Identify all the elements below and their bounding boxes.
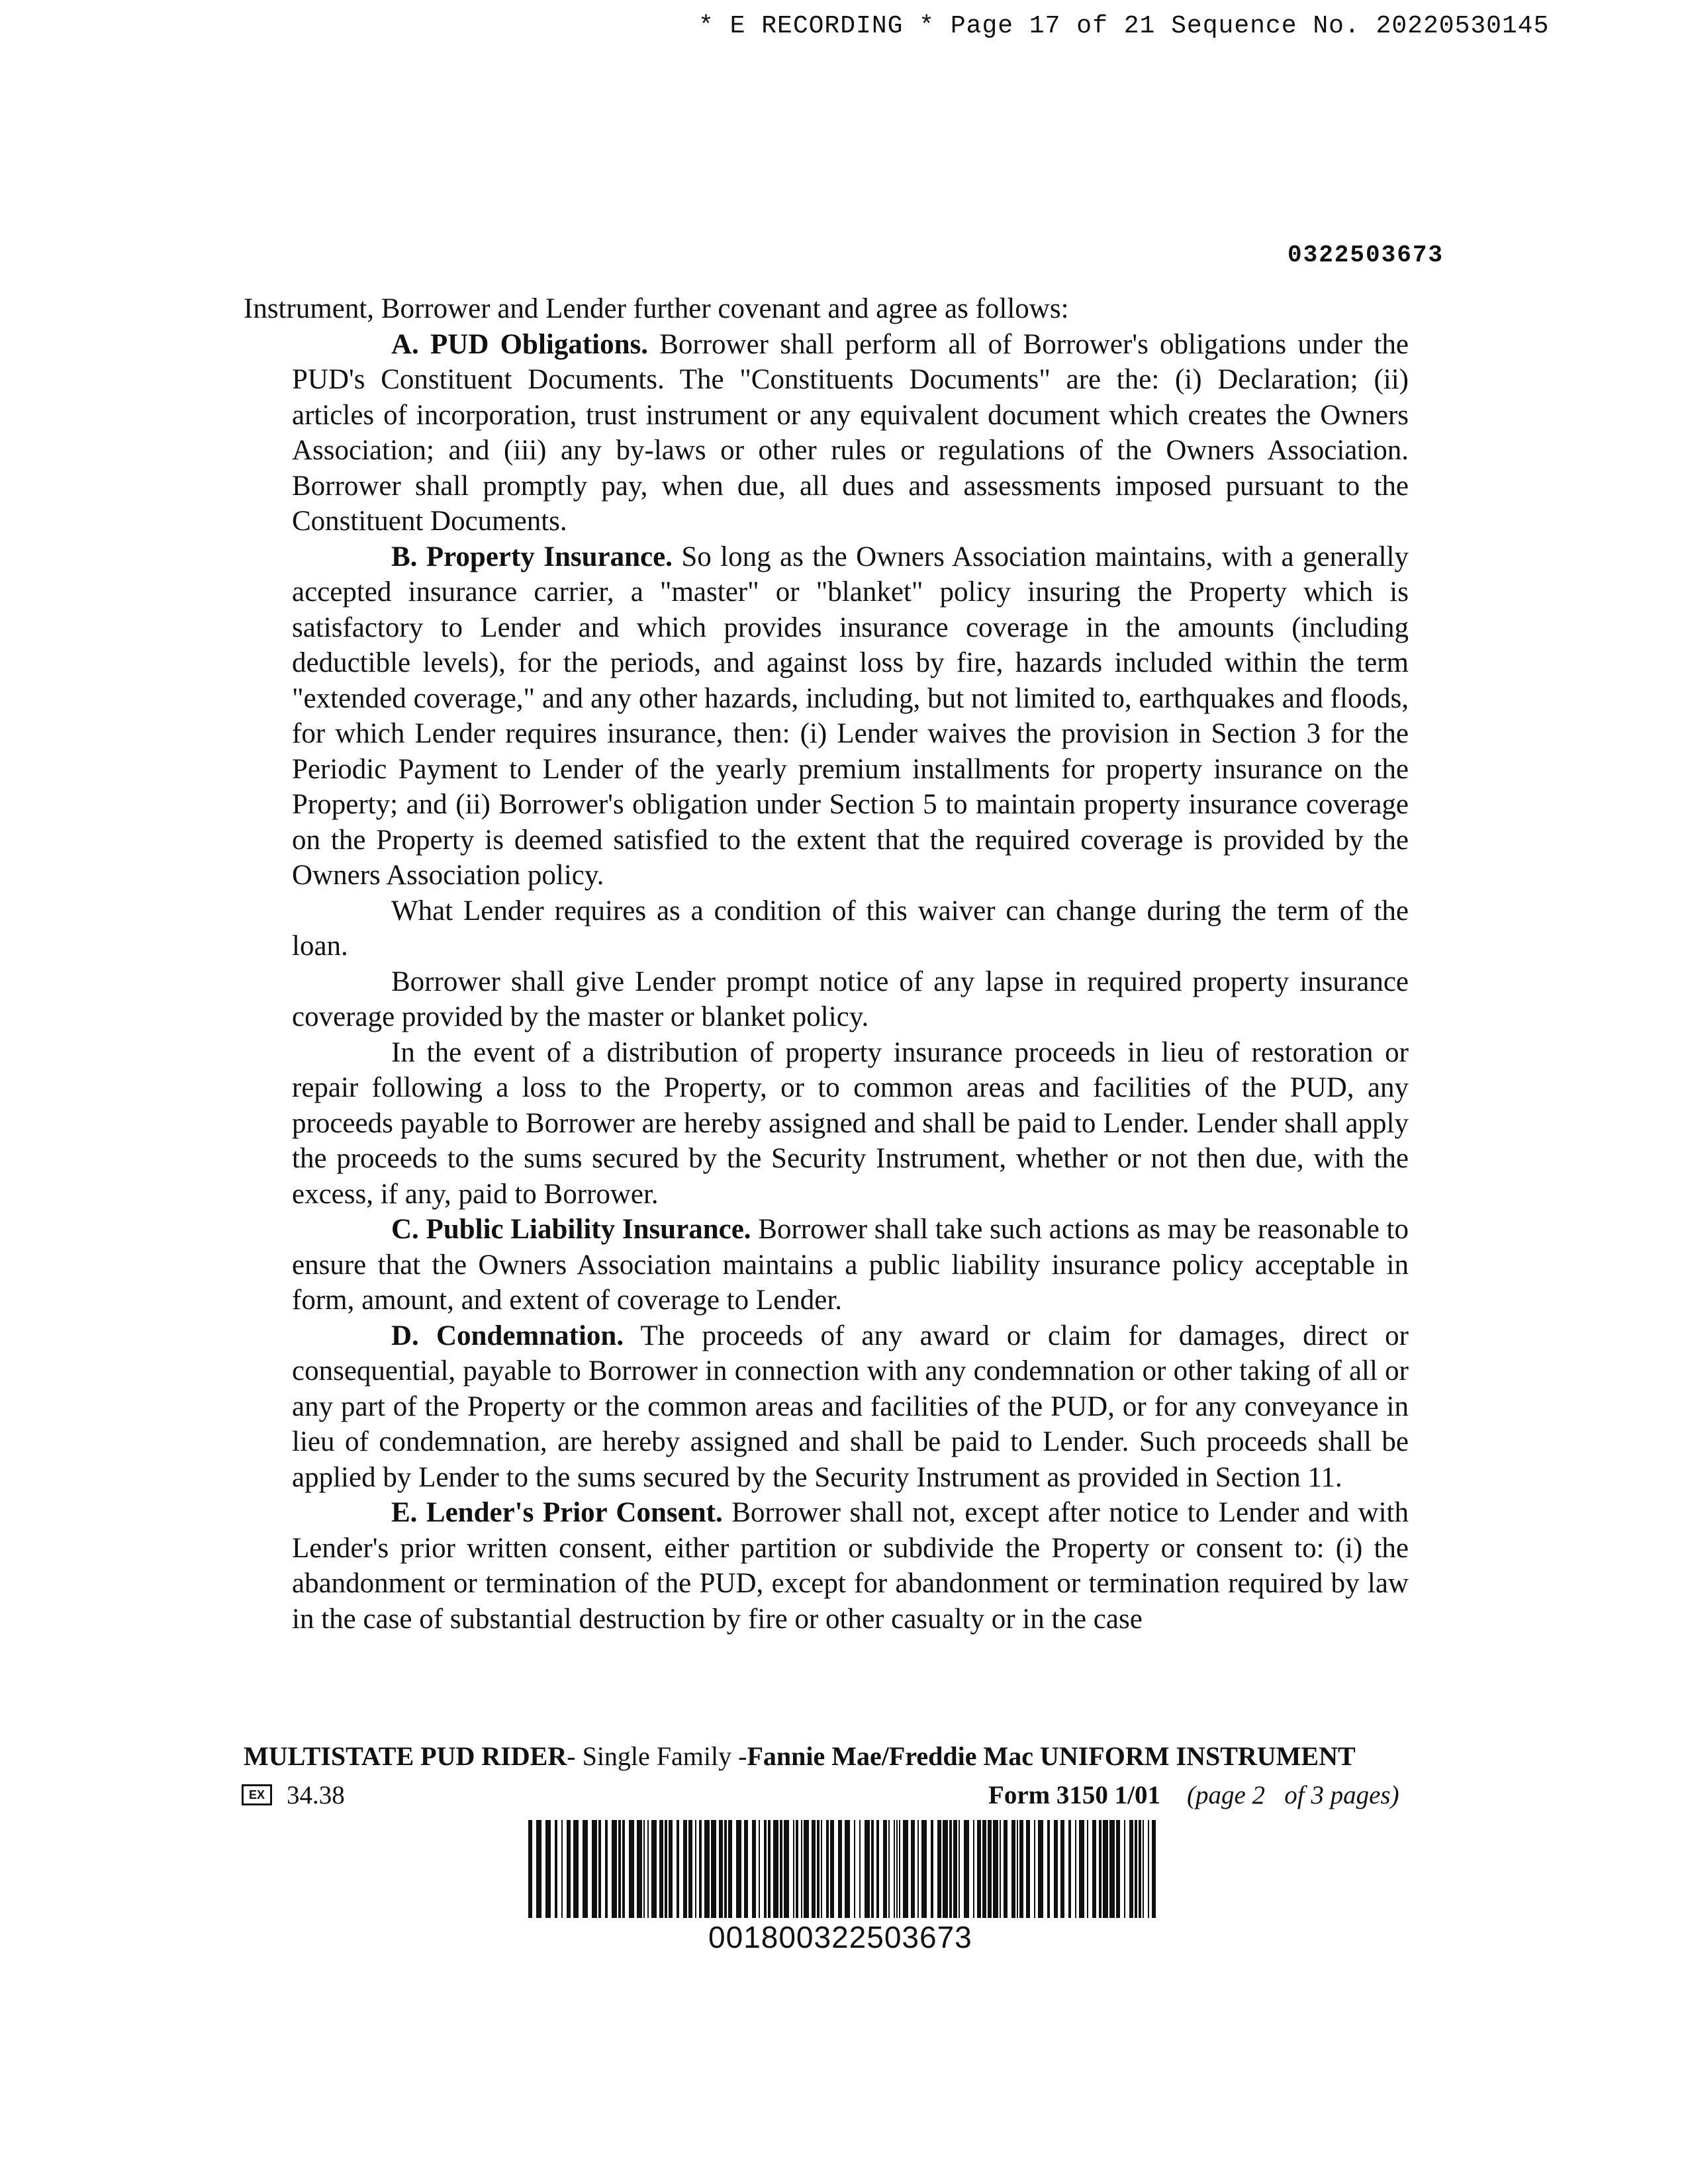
barcode-bar xyxy=(865,1820,870,1918)
barcode-bar xyxy=(921,1820,927,1918)
barcode-bar xyxy=(1026,1820,1030,1918)
barcode-bar xyxy=(1139,1820,1141,1918)
barcode-bar xyxy=(1034,1820,1035,1918)
barcode-bar xyxy=(643,1820,645,1918)
barcode-bar xyxy=(536,1820,541,1918)
barcode-bar xyxy=(953,1820,957,1918)
barcode-bar xyxy=(826,1820,829,1918)
barcode-bar xyxy=(688,1820,692,1918)
form-title-part-2: - Single Family - xyxy=(567,1741,747,1771)
barcode-bar xyxy=(1087,1820,1088,1918)
barcode-bar xyxy=(736,1820,741,1918)
barcode-bar xyxy=(1135,1820,1137,1918)
page-info: (page 2 of 3 pages) xyxy=(1186,1781,1399,1809)
barcode-bar xyxy=(583,1820,588,1918)
barcode-bar xyxy=(1075,1820,1076,1918)
barcode-bar xyxy=(1143,1820,1144,1918)
document-number: 0322503673 xyxy=(1288,242,1444,269)
barcode-bar xyxy=(982,1820,986,1918)
barcode-bar xyxy=(752,1820,756,1918)
barcode-bar xyxy=(683,1820,687,1918)
barcode-bar xyxy=(845,1820,850,1918)
section-e-heading: E. Lender's Prior Consent. xyxy=(391,1497,723,1528)
section-b-text: So long as the Owners Association maintains, with a generally accepted insurance carrier, a "master" or "blanket" policy insuring the Property which is satisfactory to Lender and which provides insurance coverage in the amounts (including deductible levels), for the periods, and against loss by fire, hazards included within the term "extended coverage," and any other hazards, including, but not limited to, earthquakes and floods, for which Lender requires insurance, then: (i) Lender waives the provision in Section 3 for the Periodic Payment to Lender of the yearly premium installments for property insurance on the Property; and (ii) Borrower's obligation under Section 5 to maintain property insurance coverage on the Property is deemed satisfied to the extent that the required coverage is provided by the Owners Association policy. xyxy=(292,541,1409,891)
section-d-text: The proceeds of any award or claim for damages, direct or consequential, payable to Borrower in connection with any condemnation or other taking of all or any part of the Property or the common areas and facilities of the PUD, or for any conveyance in lieu of condemnation, are hereby assigned and shall be paid to Lender. Such proceeds shall be applied by Lender to the sums secured by the Security Instrument as provided in Section 11. xyxy=(292,1320,1409,1493)
section-a-heading: A. PUD Obligations. xyxy=(391,328,649,360)
barcode-bar xyxy=(1152,1820,1156,1918)
barcode-bar xyxy=(1103,1820,1108,1918)
barcode-bar xyxy=(931,1820,933,1918)
barcode-bar xyxy=(528,1820,532,1918)
barcode-bar xyxy=(573,1820,579,1918)
barcode-bar xyxy=(567,1820,571,1918)
barcode-bar xyxy=(1109,1820,1115,1918)
section-d-heading: D. Condemnation. xyxy=(391,1320,624,1351)
barcode-bar xyxy=(888,1820,890,1918)
barcode-bar xyxy=(949,1820,952,1918)
section-c xyxy=(244,1212,1409,1318)
barcode-bar xyxy=(622,1820,625,1918)
barcode-bar xyxy=(964,1820,969,1918)
barcode-number: 001800322503673 xyxy=(708,1920,972,1954)
section-b-paragraph-2: What Lender requires as a condition of this waiver can change during the term of the loan. xyxy=(292,895,1409,962)
barcode-bar xyxy=(1068,1820,1071,1918)
barcode-bar xyxy=(801,1820,802,1918)
barcode-bar xyxy=(629,1820,634,1918)
barcode-bar xyxy=(1000,1820,1001,1918)
section-a xyxy=(244,327,1409,539)
barcode-bar xyxy=(647,1820,649,1918)
barcode-bar xyxy=(1129,1820,1133,1918)
barcode-bar xyxy=(759,1820,760,1918)
barcode-bar xyxy=(959,1820,960,1918)
barcode-bar xyxy=(894,1820,895,1918)
barcode-bar xyxy=(555,1820,557,1918)
barcode-bar xyxy=(618,1820,621,1918)
barcode-bar xyxy=(728,1820,732,1918)
barcode-bar xyxy=(993,1820,998,1918)
section-b-paragraph-3: Borrower shall give Lender prompt notice of any lapse in required property insurance coverage provided by the master or blanket policy. xyxy=(292,966,1409,1032)
barcode-bar xyxy=(784,1820,789,1918)
barcode-bar xyxy=(988,1820,992,1918)
barcode-bar xyxy=(1060,1820,1064,1918)
barcode-bar xyxy=(1011,1820,1015,1918)
barcode-bar xyxy=(854,1820,855,1918)
barcode-bar xyxy=(896,1820,898,1918)
barcode-bar xyxy=(1079,1820,1084,1918)
form-number: Form 3150 1/01 xyxy=(988,1781,1160,1809)
section-e xyxy=(244,1495,1409,1637)
barcode-bar xyxy=(1017,1820,1018,1918)
barcode-bar xyxy=(1054,1820,1058,1918)
barcode-bar xyxy=(1047,1820,1050,1918)
barcode-bar xyxy=(973,1820,974,1918)
barcode-bar xyxy=(943,1820,948,1918)
barcode-bar xyxy=(719,1820,723,1918)
barcode-bar xyxy=(1019,1820,1023,1918)
barcode-bar xyxy=(937,1820,941,1918)
section-c-heading: C. Public Liability Insurance. xyxy=(391,1214,751,1245)
barcode-bar xyxy=(561,1820,563,1918)
section-d xyxy=(244,1318,1409,1496)
section-b xyxy=(244,539,1409,1212)
barcode-bar xyxy=(699,1820,702,1918)
section-b-paragraph-4: In the event of a distribution of property insurance proceeds in lieu of restoration or repair following a loss to the Property, or to common areas and facilities of the PUD, any proceeds payable to Borrower are hereby assigned and shall be paid to Lender. Lender shall apply the proceeds to the sums secured by the Security Instrument, whether or not then due, with the excess, if any, paid to Borrower. xyxy=(292,1036,1409,1210)
barcode-bar xyxy=(903,1820,908,1918)
barcode-bar xyxy=(812,1820,816,1918)
barcode-bar xyxy=(804,1820,809,1918)
barcode-bar xyxy=(1038,1820,1043,1918)
barcode-bar xyxy=(605,1820,608,1918)
barcode-bar xyxy=(1004,1820,1008,1918)
section-c-text: Borrower shall take such actions as may be reasonable to ensure that the Owners Association maintains a public liability insurance policy acceptable in form, amount, and extent of coverage to Lender. xyxy=(292,1214,1409,1316)
barcode-bar xyxy=(817,1820,820,1918)
barcode-bar xyxy=(830,1820,834,1918)
recording-stamp: * E RECORDING * Page 17 of 21 Sequence No. 20220530145 xyxy=(698,12,1550,40)
barcode-bar xyxy=(711,1820,716,1918)
barcode-bar xyxy=(796,1820,798,1918)
barcode-bar xyxy=(704,1820,710,1918)
barcode xyxy=(528,1820,1157,1918)
barcode-bar xyxy=(768,1820,771,1918)
barcode-bar xyxy=(1092,1820,1096,1918)
barcode-bar xyxy=(876,1820,879,1918)
barcode-bar xyxy=(838,1820,842,1918)
barcode-bar xyxy=(780,1820,782,1918)
barcode-bar xyxy=(773,1820,778,1918)
barcode-bar xyxy=(977,1820,981,1918)
barcode-bar xyxy=(793,1820,794,1918)
barcode-bar xyxy=(677,1820,679,1918)
barcode-bar xyxy=(1099,1820,1102,1918)
barcode-bar xyxy=(1148,1820,1149,1918)
barcode-bar xyxy=(545,1820,551,1918)
rider-body xyxy=(244,291,1409,1637)
form-info-line xyxy=(242,1780,1446,1810)
barcode-bar xyxy=(669,1820,673,1918)
barcode-bar xyxy=(871,1820,874,1918)
barcode-bar xyxy=(592,1820,597,1918)
barcode-bar xyxy=(859,1820,861,1918)
barcode-bar xyxy=(1124,1820,1125,1918)
barcode-bar xyxy=(665,1820,667,1918)
section-e-text: Borrower shall not, except after notice to Lender and with Lender's prior written consent, either partition or subdivide the Property or consent to: (i) the abandonment or termination of the PUD, except for abandonment or termination required by law in the case of substantial destruction by fire or other casualty or in the case xyxy=(292,1497,1409,1635)
section-a-text: Borrower shall perform all of Borrower's obligations under the PUD's Constituent Documents. The "Constituents Documents" are the: (i) Declaration; (ii) articles of incorporation, trust instrument or any equivalent document which creates the Owners Association; and (iii) any by-laws or other rules or regulations of the Owners Association. Borrower shall promptly pay, when due, all dues and assessments imposed pursuant to the Constituent Documents. xyxy=(292,328,1409,537)
barcode-bar xyxy=(883,1820,887,1918)
barcode-bar xyxy=(821,1820,822,1918)
ellie-mae-logo-icon: EX xyxy=(242,1784,272,1805)
barcode-bar xyxy=(899,1820,900,1918)
barcode-bar xyxy=(744,1820,748,1918)
barcode-bar xyxy=(659,1820,663,1918)
barcode-bar xyxy=(911,1820,915,1918)
barcode-bar xyxy=(651,1820,657,1918)
form-title-part-3: Fannie Mae/Freddie Mac UNIFORM INSTRUMENT xyxy=(747,1741,1356,1771)
barcode-bar xyxy=(724,1820,727,1918)
barcode-bar xyxy=(695,1820,696,1918)
barcode-bar xyxy=(1116,1820,1120,1918)
barcode-bar xyxy=(612,1820,617,1918)
barcode-bar xyxy=(598,1820,601,1918)
form-version: 34.38 xyxy=(287,1781,345,1809)
form-title xyxy=(244,1741,1356,1772)
barcode-bar xyxy=(637,1820,642,1918)
barcode-bar xyxy=(764,1820,767,1918)
barcode-bar xyxy=(917,1820,919,1918)
section-b-heading: B. Property Insurance. xyxy=(391,541,673,572)
lead-sentence: Instrument, Borrower and Lender further covenant and agree as follows: xyxy=(244,293,1069,324)
form-title-part-1: MULTISTATE PUD RIDER xyxy=(244,1741,567,1771)
